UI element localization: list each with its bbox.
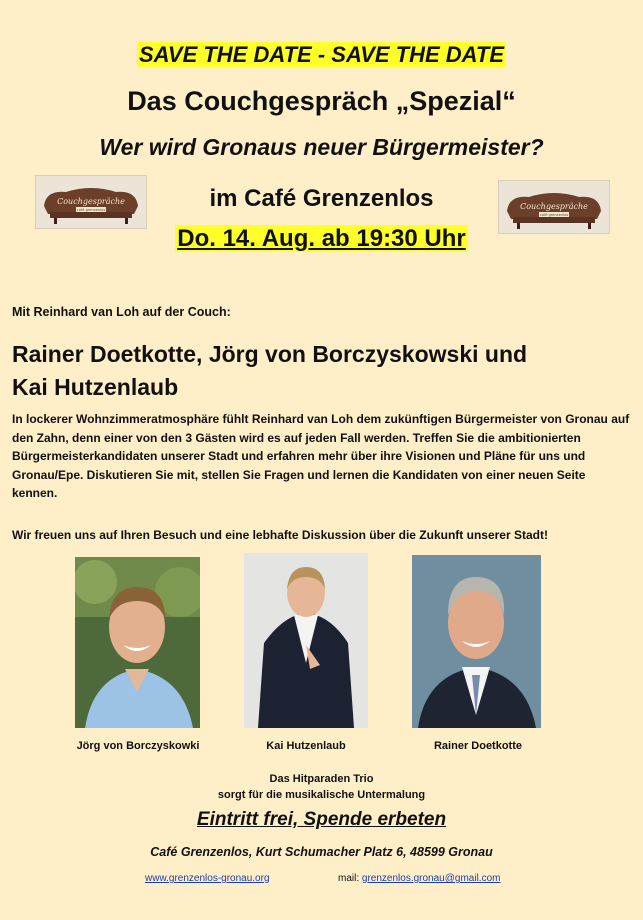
event-subtitle: Wer wird Gronaus neuer Bürgermeister? [99, 134, 544, 160]
music-band-name: Das Hitparaden Trio [269, 773, 374, 785]
mail-contact [338, 873, 500, 884]
candidate-caption: Jörg von Borczyskowki [76, 740, 200, 752]
save-the-date-text: SAVE THE DATE - SAVE THE DATE [138, 42, 505, 67]
candidate-caption: Kai Hutzenlaub [266, 740, 346, 752]
event-description: In lockerer Wohnzimmeratmosphäre fühlt Reinhard van Loh dem zukünftigen Bürgermeister von Gronau auf den Zahn, denn einer von den 3 Gästen wird es auf jeden Fall werden. Treffen Sie die ambitionierten Bürgermeisterkandidaten unserer Stadt und erfahren mehr über ihre Visionen und Pläne für uns und Gronau/Epe. Diskutieren Sie mit, stellen Sie Fragen und lernen die Kandidaten von einer neuen Seite kennen. [12, 412, 630, 500]
music-description: sorgt für die musikalische Untermalung [217, 789, 426, 801]
event-date-banner [0, 225, 643, 253]
candidate-photo-borczyskowski [75, 557, 200, 728]
portrait-image [412, 555, 541, 728]
candidate-caption: Rainer Doetkotte [433, 740, 523, 752]
portrait-image [244, 553, 368, 728]
logo-text-top: Couchgespräche [57, 197, 125, 206]
candidate-photo-hutzenlaub [244, 553, 368, 728]
logo-text-bottom: café grenzenlos [76, 208, 106, 212]
portrait-image [75, 557, 200, 728]
mail-label: mail: [338, 873, 360, 884]
venue-address: Café Grenzenlos, Kurt Schumacher Platz 6, 48599 Gronau [150, 845, 493, 859]
candidate-photo-doetkotte [412, 555, 541, 728]
logo-text-bottom: café grenzenlos [539, 213, 569, 217]
event-venue: im Café Grenzenlos [209, 185, 434, 212]
guest-names [12, 338, 622, 404]
website-link[interactable]: www.grenzenlos-gronau.org [145, 873, 270, 884]
logo-text-top: Couchgespräche [520, 202, 588, 211]
guest-names-line-2: Kai Hutzenlaub [12, 374, 179, 400]
mail-link[interactable]: grenzenlos.gronau@gmail.com [361, 873, 501, 884]
event-date: Do. 14. Aug. ab 19:30 Uhr [177, 225, 466, 252]
event-title: Das Couchgespräch „Spezial“ [127, 86, 516, 116]
host-intro: Mit Reinhard van Loh auf der Couch: [12, 305, 231, 319]
save-the-date-banner [0, 42, 643, 68]
guest-names-line-1: Rainer Doetkotte, Jörg von Borczyskowski und [12, 341, 528, 367]
invitation-text: Wir freuen uns auf Ihren Besuch und eine lebhafte Diskussion über die Zukunft unserer Stadt! [12, 528, 548, 542]
entry-info: Eintritt frei, Spende erbeten [196, 809, 447, 830]
